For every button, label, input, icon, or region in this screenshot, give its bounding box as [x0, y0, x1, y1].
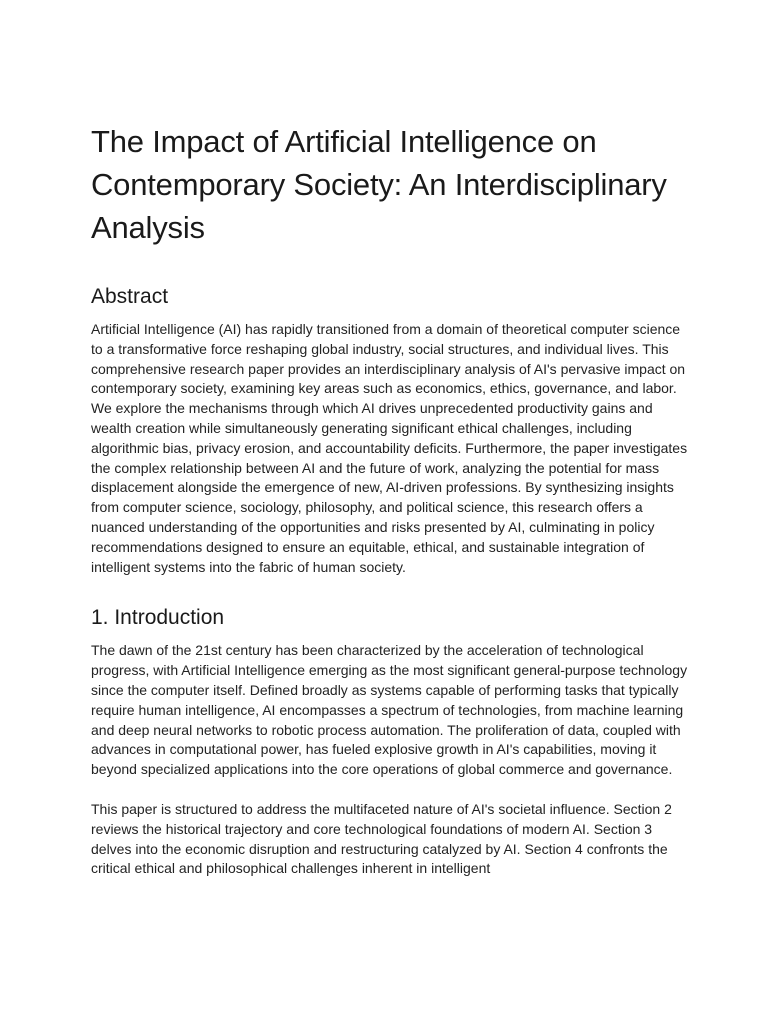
paper-title: The Impact of Artificial Intelligence on Contemporary Society: An Interdisciplinary Analysis — [91, 124, 667, 245]
introduction-paragraph-1: The dawn of the 21st century has been characterized by the acceleration of technological progress, with Artificial Intelligence emerging as the most significant general-purpose technology since the computer itself. Defined broadly as systems capable of performing tasks that typically require human intelligence, AI encompasses a spectrum of technologies, from machine learning and deep neural networks to robotic process automation. The proliferation of data, coupled with advances in computational power, has fueled explosive growth in AI's capabilities, moving it beyond specialized applications into the core operations of global commerce and governance. — [91, 642, 688, 778]
abstract-paragraph: Artificial Intelligence (AI) has rapidly transitioned from a domain of theoretical computer science to a transformative force reshaping global industry, social structures, and individual lives. This comprehensive research paper provides an interdisciplinary analysis of AI's pervasive impact on contemporary society, examining key areas such as economics, ethics, governance, and labor. We explore the mechanisms through which AI drives unprecedented productivity gains and wealth creation while simultaneously generating significant ethical challenges, including algorithmic bias, privacy erosion, and accountability deficits. Furthermore, the paper investigates the complex relationship between AI and the future of work, analyzing the potential for mass displacement alongside the emergence of new, AI-driven professions. By synthesizing insights from computer science, sociology, philosophy, and political science, this research offers a nuanced understanding of the opportunities and risks presented by AI, culminating in policy recommendations designed to ensure an equitable, ethical, and sustainable integration of intelligent systems into the fabric of human society. — [91, 321, 688, 575]
paper-body — [91, 120, 691, 879]
abstract-heading: Abstract — [91, 285, 169, 308]
introduction-heading: 1. Introduction — [91, 606, 225, 630]
introduction-paragraph-2: This paper is structured to address the multifaceted nature of AI's societal influence. Section 2 reviews the historical trajectory and core technological foundations of modern AI. Section 3 delves into the economic disruption and restructuring catalyzed by AI. Section 4 confronts the critical ethical and philosophical challenges inherent in intelligent — [91, 800, 672, 877]
